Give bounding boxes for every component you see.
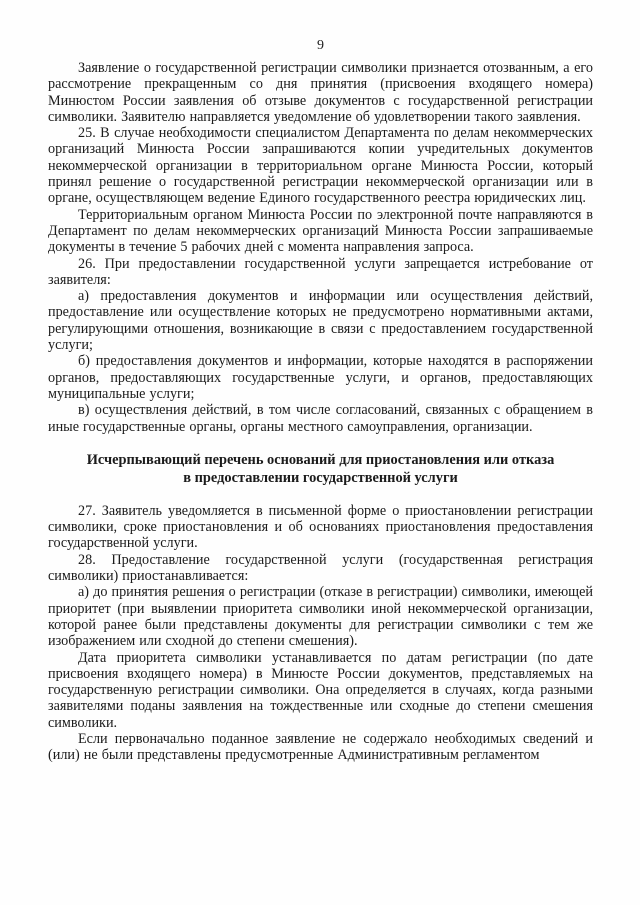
paragraph-application-withdrawn: Заявление о государственной регистрации символики признается отозванным, а его рассмотрение прекращенным со дня принятия (присвоения входящего номера) Минюстом России заявления об отзыве документов с государственной регистрации символики. Заявителю направляется уведомление об удовлетворении такого заявления. — [48, 60, 593, 125]
paragraph-item-28-a: а) до принятия решения о регистрации (отказе в регистрации) символики, имеющей приоритет (при выявлении приоритета символики иной некоммерческой организации, которой ранее были представлены документы для регистрации символики с тем же изображением или сходной до степени смешения). — [48, 584, 593, 650]
paragraph-item-26: 26. При предоставлении государственной услуги запрещается истребование от заявителя: — [48, 255, 593, 288]
section-heading — [48, 451, 593, 488]
paragraph-item-25: 25. В случае необходимости специалистом Департамента по делам некоммерческих организаций Минюста России запрашиваются копии учредительных документов некоммерческой организации в территориальном органе Минюста России, который принял решение о государственной регистрации некоммерческой организации или в органе, осуществляющем ведение Единого государственного реестра юридических лиц. — [48, 125, 593, 207]
text-block — [48, 38, 593, 764]
section-heading-line-1: Исчерпывающий перечень оснований для приостановления или отказа — [86, 451, 555, 468]
paragraph-item-26-a: а) предоставления документов и информации или осуществления действий, предоставление или осуществление которых не предусмотрено нормативными актами, регулирующими отношения, возникающие в связи с предоставлением государственной услуги; — [48, 288, 593, 354]
page-number: 9 — [317, 38, 324, 53]
paragraph-item-26-b: б) предоставления документов и информации, которые находятся в распоряжении органов, предоставляющих государственные услуги, и органов, предоставляющих муниципальные услуги; — [48, 353, 593, 402]
paragraph-territorial-body: Территориальным органом Минюста России по электронной почте направляются в Департамент по делам некоммерческих организаций Минюста России запрашиваемые документы в течение 5 рабочих дней с момента направления запроса. — [48, 206, 593, 256]
paragraph-item-27: 27. Заявитель уведомляется в письменной форме о приостановлении регистрации символики, сроке приостановления и об основаниях приостановления предоставления государственной услуги. — [48, 502, 593, 552]
section-heading-line-2: в предоставлении государственной услуги — [183, 470, 458, 487]
paragraph-item-26-v: в) осуществления действий, в том числе согласований, связанных с обращением в иные государственные органы, органы местного самоуправления, организации. — [48, 402, 593, 435]
paragraph-initial-application: Если первоначально поданное заявление не содержало необходимых сведений и (или) не были представлены предусмотренные Административным регламентом — [48, 730, 593, 764]
paragraph-item-28: 28. Предоставление государственной услуги (государственная регистрация символики) приостанавливается: — [48, 551, 593, 585]
paragraph-priority-date: Дата приоритета символики устанавливается по датам регистрации (по дате присвоения входящего номера) в Минюсте России документов, представляемых на государственную регистрации символики. Она определяется в случаях, когда разными заявителями поданы заявления на тождественные или сходные до степени смешения символики. — [48, 649, 593, 731]
